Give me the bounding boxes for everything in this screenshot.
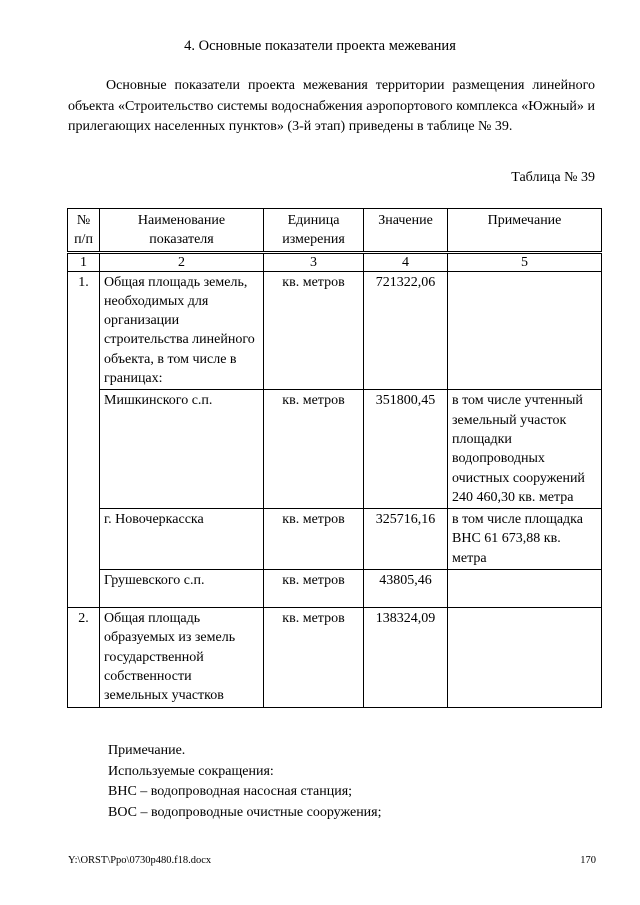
row-name: Общая площадь образуемых из земель государственной собственности земельных участков [100, 608, 264, 707]
row-unit: кв. метров [264, 271, 364, 390]
row-value: 721322,06 [364, 271, 448, 390]
table-row [68, 509, 602, 570]
column-number: 4 [364, 252, 448, 271]
table-row [68, 390, 602, 509]
indicators-table [67, 208, 602, 708]
row-unit: кв. метров [264, 570, 364, 608]
row-unit: кв. метров [264, 509, 364, 570]
row-note [448, 570, 602, 608]
row-unit: кв. метров [264, 608, 364, 707]
intro-paragraph: Основные показатели проекта межевания территории размещения линейного объекта «Строительство системы водоснабжения аэропортового комплекса «Южный» и прилегающих населенных пунктов» (3-й этап) приведены в таблице № 39. [68, 78, 595, 134]
column-number: 5 [448, 252, 602, 271]
note-line: Примечание. [108, 743, 186, 758]
footer-file-path: Y:\ORST\Ppo\0730p480.f18.docx [68, 855, 212, 866]
row-name: г. Новочеркасска [100, 509, 264, 570]
row-value: 351800,45 [364, 390, 448, 509]
header-cell-note: Примечание [448, 209, 602, 253]
row-name: Мишкинского с.п. [100, 390, 264, 509]
row-value: 138324,09 [364, 608, 448, 707]
row-number: 2. [68, 608, 100, 707]
column-number: 2 [100, 252, 264, 271]
row-number: 1. [68, 271, 100, 607]
row-note: в том числе учтенный земельный участок площадки водопроводных очистных сооружений 240 460,30 кв. метра [448, 390, 602, 509]
row-note: в том числе площадка ВНС 61 673,88 кв. метра [448, 509, 602, 570]
section-heading: 4. Основные показатели проекта межевания [184, 38, 456, 54]
header-cell-value: Значение [364, 209, 448, 253]
header-cell-num: № п/п [68, 209, 100, 253]
header-cell-unit: Единица измерения [264, 209, 364, 253]
row-value: 325716,16 [364, 509, 448, 570]
table-header-row [68, 209, 602, 253]
column-number-row [68, 252, 602, 271]
table-row [68, 608, 602, 707]
table-caption: Таблица № 39 [511, 170, 595, 185]
row-name: Грушевского с.п. [100, 570, 264, 608]
note-line: ВНС – водопроводная насосная станция; [108, 784, 353, 799]
note-line: ВОС – водопроводные очистные сооружения; [108, 804, 382, 820]
header-cell-name: Наименование показателя [100, 209, 264, 253]
note-line: Используемые сокращения: [108, 763, 274, 779]
row-unit: кв. метров [264, 390, 364, 509]
row-value: 43805,46 [364, 570, 448, 608]
row-name: Общая площадь земель, необходимых для организации строительства линейного объекта, в том числе в границах: [100, 271, 264, 390]
row-note [448, 271, 602, 390]
row-note [448, 608, 602, 707]
column-number: 1 [68, 252, 100, 271]
footer-page-number: 170 [580, 855, 596, 866]
table-row [68, 271, 602, 390]
notes-block [108, 741, 382, 823]
table-row [68, 570, 602, 608]
column-number: 3 [264, 252, 364, 271]
